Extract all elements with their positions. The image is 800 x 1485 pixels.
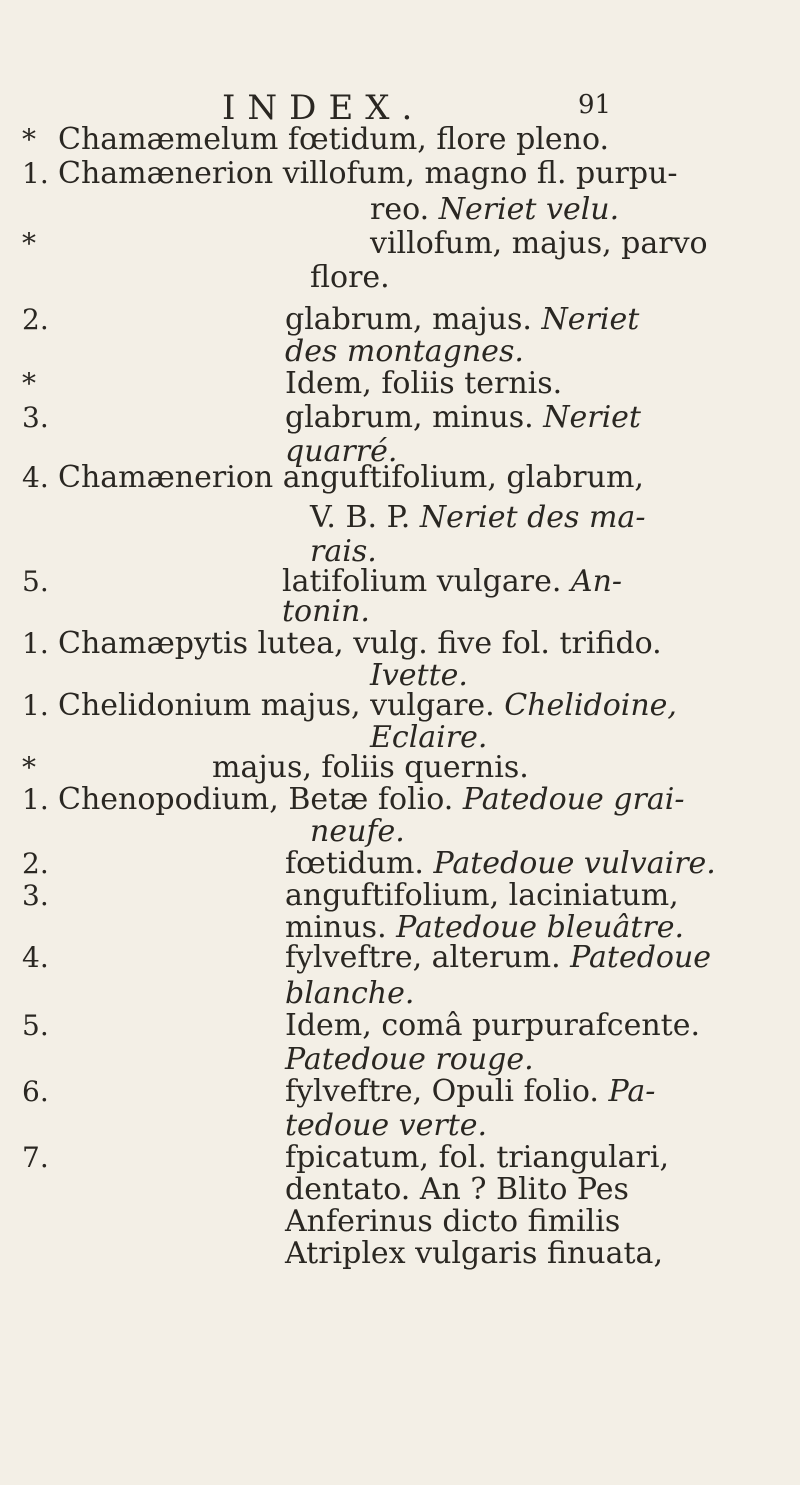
- entry-text: fylveftre, Opuli folio.: [285, 1074, 599, 1109]
- entry-marker: 4.: [22, 941, 49, 974]
- entry-french-name: Neriet: [543, 400, 641, 435]
- entry-text: dentato. An ? Blito Pes: [285, 1172, 629, 1207]
- entry-text: minus.: [285, 910, 387, 945]
- entry-french-name: Patedoue bleuâtre.: [396, 910, 685, 945]
- entry-marker: 1.: [22, 783, 49, 816]
- entry-text: Chamænerion anguftifolium, glabrum,: [58, 460, 644, 495]
- entry-french-name: Pa-: [608, 1074, 656, 1109]
- entry-french-name: neufe.: [310, 814, 405, 849]
- page-number: 91: [578, 90, 612, 120]
- entry-text: majus, foliis quernis.: [212, 750, 529, 785]
- entry-text: Anferinus dicto fimilis: [285, 1204, 621, 1239]
- entry-marker: 5.: [22, 1009, 49, 1042]
- entry-marker: *: [22, 123, 36, 156]
- entry-text: glabrum, majus.: [285, 302, 532, 337]
- entry-text: glabrum, minus.: [285, 400, 534, 435]
- entry-text: reo.: [370, 192, 430, 227]
- entry-french-name: Ivette.: [370, 658, 468, 693]
- entry-marker: 2.: [22, 303, 49, 336]
- entry-marker: 6.: [22, 1075, 49, 1108]
- entry-text: Chamæmelum fœtidum, flore pleno.: [58, 122, 610, 157]
- entry-marker: *: [22, 367, 36, 400]
- entry-french-name: An-: [570, 564, 623, 599]
- entry-text: Idem, foliis ternis.: [285, 366, 563, 401]
- index-line: [0, 456, 800, 500]
- entry-text: Atriplex vulgaris finuata,: [285, 1236, 663, 1271]
- entry-text: latifolium vulgare.: [282, 564, 562, 599]
- entry-french-name: tonin.: [282, 594, 370, 629]
- entry-french-name: Patedoue rouge.: [285, 1042, 534, 1077]
- entry-french-name: Patedoue vulvaire.: [433, 846, 716, 881]
- index-line: [0, 1232, 800, 1276]
- entry-text: fœtidum.: [285, 846, 424, 881]
- entry-marker: 1.: [22, 689, 49, 722]
- entry-french-name: Patedoue grai-: [462, 782, 685, 817]
- entry-french-name: Neriet des ma-: [419, 500, 646, 535]
- entry-text: V. B. P.: [310, 500, 411, 535]
- entry-text: anguftifolium, laciniatum,: [285, 878, 679, 913]
- entry-french-name: blanche.: [285, 976, 415, 1011]
- entry-marker: 1.: [22, 627, 49, 660]
- entry-text: Chelidonium majus, vulgare.: [58, 688, 495, 723]
- entry-marker: 2.: [22, 847, 49, 880]
- entry-marker: 5.: [22, 565, 49, 598]
- entry-text: Chenopodium, Betæ folio.: [58, 782, 454, 817]
- entry-french-name: Eclaire.: [370, 720, 488, 755]
- entry-french-name: Chelidoine,: [504, 688, 677, 723]
- entry-text: flore.: [310, 260, 390, 295]
- entry-french-name: Neriet velu.: [438, 192, 620, 227]
- entry-marker: 1.: [22, 157, 49, 190]
- entry-french-name: quarré.: [285, 434, 398, 469]
- entry-marker: *: [22, 227, 36, 260]
- entry-marker: 7.: [22, 1141, 49, 1174]
- entry-french-name: tedoue verte.: [285, 1108, 488, 1143]
- entry-french-name: Patedoue: [570, 940, 712, 975]
- entry-french-name: des montagnes.: [285, 334, 524, 369]
- entry-marker: *: [22, 751, 36, 784]
- entry-marker: 3.: [22, 401, 49, 434]
- index-title: INDEX.: [222, 88, 425, 128]
- entry-text: Idem, comâ purpurafcente.: [285, 1008, 701, 1043]
- index-line: [0, 256, 800, 300]
- entry-marker: 4.: [22, 461, 49, 494]
- entry-text: villofum, majus, parvo: [370, 226, 708, 261]
- entry-text: Chamænerion villofum, magno fl. purpu-: [58, 156, 678, 191]
- entry-marker: 3.: [22, 879, 49, 912]
- entry-text: fylveftre, alterum.: [285, 940, 561, 975]
- entry-french-name: Neriet: [541, 302, 640, 337]
- entry-text: Chamæpytis lutea, vulg. five fol. trifido.: [58, 626, 662, 661]
- entry-text: fpicatum, fol. triangulari,: [285, 1140, 669, 1175]
- entry-french-name: rais.: [310, 534, 377, 569]
